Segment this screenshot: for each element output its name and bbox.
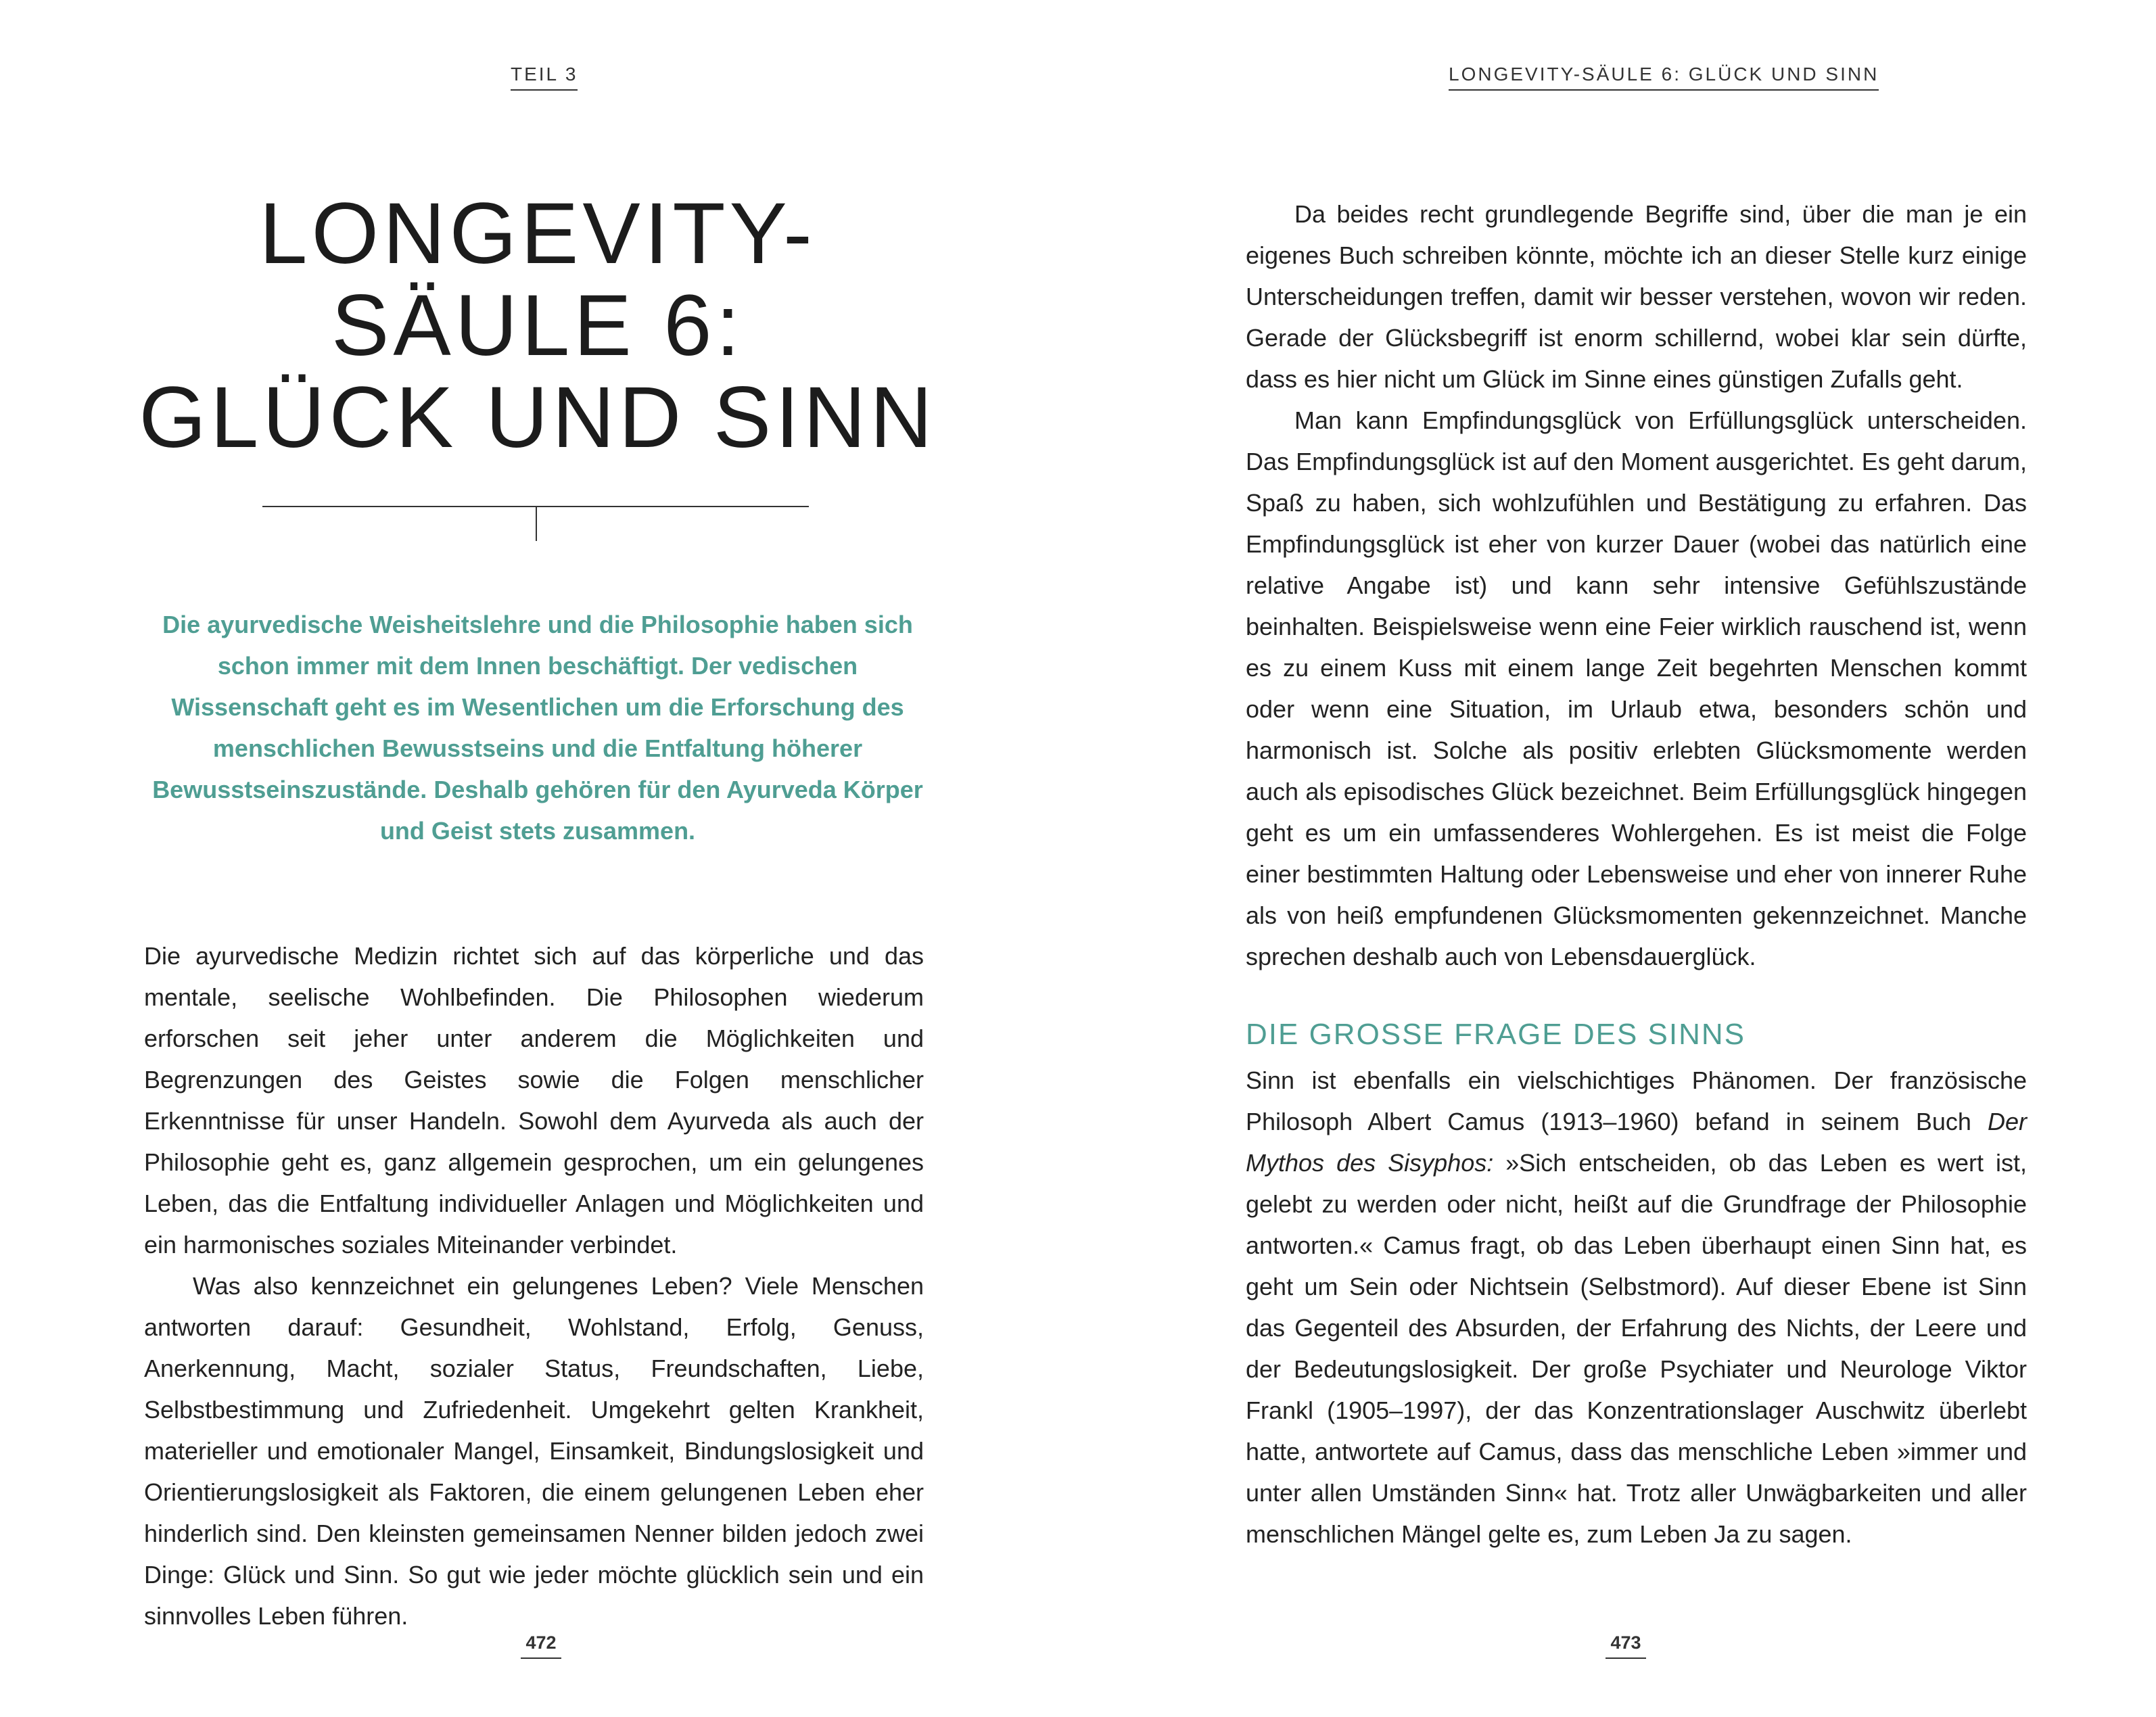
section-paragraph — [1246, 1060, 2027, 1555]
left-paragraph-1: Die ayurvedische Medizin richtet sich auf das körperliche und das mentale, seelische Wohlbefinden. Die Philosophen wiederum erforschen seit jeher unter anderem die Möglichkeiten und Begrenzungen des Geistes sowie die Folgen menschlicher Erkenntnisse für unser Handeln. Sowohl dem Ayurveda als auch der Philosophie geht es, ganz allgemein gesprochen, um ein gelungenes Leben, das die Entfaltung individueller Anlagen und Möglichkeiten und ein harmonisches soziales Miteinander verbindet. — [144, 942, 924, 1259]
page-number-left: 472 — [521, 1630, 561, 1659]
book-title-italic: Der Mythos des Sisyphos: — [1246, 1108, 2027, 1177]
chapter-title-line-2: SÄULE 6: — [331, 277, 745, 374]
right-body-text-section — [1246, 1060, 2027, 1555]
title-divider-tick — [536, 506, 537, 541]
right-paragraph-2: Man kann Empfindungsglück von Erfüllungsglück unterscheiden. Das Empfindungsglück ist auf den Moment ausgerichtet. Es geht darum, Spaß zu haben, sich wohlzufühlen und Bestätigung zu erfahren. Das Empfindungsglück ist eher von kurzer Dauer (wobei das natürlich eine relative Angabe ist) und kann sehr intensive Gefühlszustände beinhalten. Beispielsweise wenn eine Feier wirklich rauschend ist, wenn es zu einem Kuss mit einem lange Zeit begehrten Menschen kommt oder wenn eine Situation, im Urlaub etwa, besonders schön und harmonisch ist. Solche als positiv erlebten Glücksmomente werden auch als episodisches Glück bezeichnet. Beim Erfüllungsglück hingegen geht es um ein umfassenderes Wohlergehen. Es ist meist die Folge einer bestimmten Haltung oder Lebensweise und eher von innerer Ruhe als von heiß empfundenen Glücksmomenten gekennzeichnet. Manche sprechen deshalb auch von Lebensdauerglück. — [1246, 406, 2027, 970]
left-paragraph-2: Was also kennzeichnet ein gelungenes Leben? Viele Menschen antworten darauf: Gesundheit, Wohlstand, Erfolg, Genuss, Anerkennung, Macht, sozialer Status, Freundschaften, Liebe, Selbstbestimmung und Zufriedenheit. Umgekehrt gelten Krankheit, materieller und emotionaler Mangel, Einsamkeit, Bindungslosigkeit und Orientierungslosigkeit als Faktoren, die einem gelungenen Leben eher hinderlich sind. Den kleinsten gemeinsamen Nenner bilden jedoch zwei Dinge: Glück und Sinn. So gut wie jeder möchte glücklich sein und ein sinnvolles Leben führen. — [144, 1272, 924, 1630]
chapter-title-line-1: LONGEVITY- — [259, 185, 816, 282]
chapter-title — [128, 185, 947, 466]
right-paragraph-1: Da beides recht grundlegende Begriffe sind, über die man je ein eigenes Buch schreiben könnte, möchte ich an dieser Stelle kurz einige Unterscheidungen treffen, damit wir besser verstehen, wovon wir reden. Gerade der Glücksbegriff ist enorm schillernd, wobei klar sein dürfte, dass es hier nicht um Glück im Sinne eines günstigen Zufalls geht. — [1246, 200, 2027, 393]
right-page — [1078, 0, 2156, 1717]
section-paragraph-part-1: Sinn ist ebenfalls ein vielschichtiges Phänomen. Der französische Philosoph Albert Camus (1913–1960) befand in seinem Buch — [1246, 1066, 2027, 1135]
lead-paragraph: Die ayurvedische Weisheitslehre und die Philosophie haben sich schon immer mit dem Innen beschäftigt. Der vedischen Wissenschaft geht es im Wesentlichen um die Erforschung des menschlichen Bewusstseins und die Entfaltung höherer Bewusstseinszustände. Deshalb gehören für den Ayurveda Körper und Geist stets zusammen. — [152, 611, 923, 845]
section-heading: DIE GROSSE FRAGE DES SINNS — [1246, 1018, 1746, 1051]
section-paragraph-part-2: »Sich entscheiden, ob das Leben es wert ist, gelebt zu werden oder nicht, heißt auf die Grundfrage der Philosophie antworten.« Camus fragt, ob das Leben überhaupt einen Sinn hat, es geht um Sein oder Nichtsein (Selbstmord). Auf dieser Ebene ist Sinn das Gegenteil des Absurden, der Erfahrung des Nichts, der Leere und der Bedeutungslosigkeit. Der große Psychiater und Neurologe Viktor Frankl (1905–1997), der das Konzentrationslager Auschwitz überlebt hatte, antwortete auf Camus, dass das menschliche Leben »immer und unter allen Umständen Sinn« hat. Trotz aller Unwägbarkeiten und aller menschlichen Mängel gelte es, zum Leben Ja zu sagen. — [1246, 1149, 2027, 1548]
left-body-text — [144, 935, 924, 1637]
chapter-title-line-3: GLÜCK UND SINN — [139, 369, 937, 466]
running-head-right: LONGEVITY-SÄULE 6: GLÜCK UND SINN — [1449, 62, 1879, 91]
right-body-text-top — [1246, 193, 2027, 977]
page-number-right: 473 — [1606, 1630, 1646, 1659]
running-head-left: TEIL 3 — [511, 62, 578, 91]
